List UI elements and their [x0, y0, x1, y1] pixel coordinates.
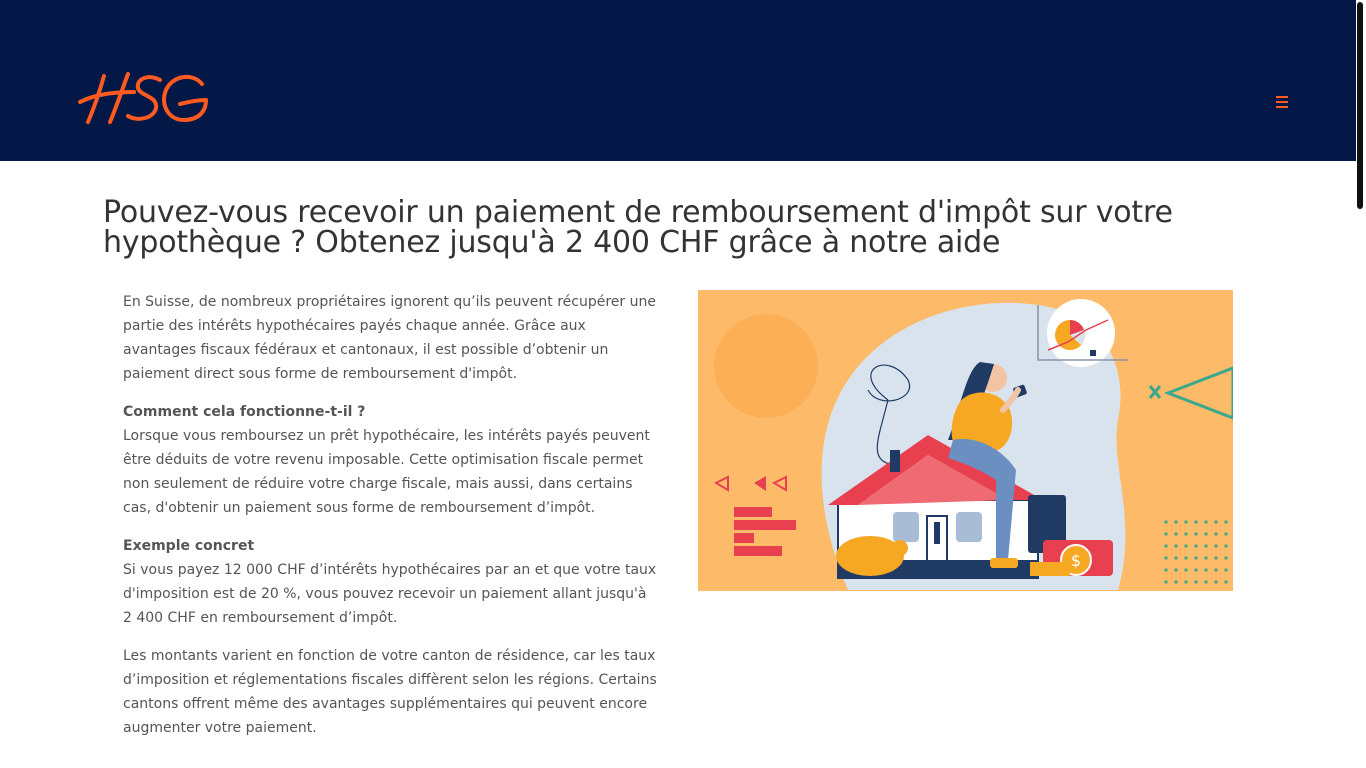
example-text: Si vous payez 12 000 CHF d’intérêts hypothécaires par an et que votre taux d'imposition est de 20 %, vous pouvez recevoir un paiement allant jusqu'à 2 400 CHF en remboursement d’impôt.: [123, 562, 657, 626]
closing-paragraph: Les montants varient en fonction de votre canton de résidence, car les taux d’imposition et réglementations fiscales diffèrent selon les régions. Certains cantons offrent même des avantages supplémentaires qui peuvent encore augmenter votre paiement.: [123, 648, 657, 736]
how-it-works-heading: Comment cela fonctionne-t-il ?: [123, 404, 366, 420]
hamburger-menu-icon[interactable]: [1272, 94, 1292, 110]
scrollbar-thumb[interactable]: [1357, 2, 1363, 209]
article-body: [123, 290, 658, 754]
site-header: [0, 0, 1356, 161]
intro-paragraph: En Suisse, de nombreux propriétaires ignorent qu’ils peuvent récupérer une partie des intérêts hypothécaires payés chaque année. Grâce aux avantages fiscaux fédéraux et cantonaux, il est possible d’obtenir un paiement direct sous forme de remboursement d'impôt.: [123, 294, 656, 382]
how-it-works-section: [123, 400, 658, 520]
example-heading: Exemple concret: [123, 538, 255, 554]
house-tax-refund-illustration: [698, 290, 1233, 591]
example-section: [123, 534, 658, 630]
page-title: Pouvez-vous recevoir un paiement de remboursement d'impôt sur votre hypothèque ? Obtenez jusqu'à 2 400 CHF grâce à notre aide: [103, 195, 1173, 260]
how-it-works-text: Lorsque vous remboursez un prêt hypothécaire, les intérêts payés peuvent être déduits de votre revenu imposable. Cette optimisation fiscale permet non seulement de réduire votre charge fiscale, mais aussi, dans certains cas, d'obtenir un paiement sous forme de remboursement d’impôt.: [123, 428, 650, 516]
page-scrollbar[interactable]: [1356, 0, 1366, 768]
svg-text:$: $: [1070, 551, 1082, 570]
hsg-logo[interactable]: [76, 68, 212, 128]
